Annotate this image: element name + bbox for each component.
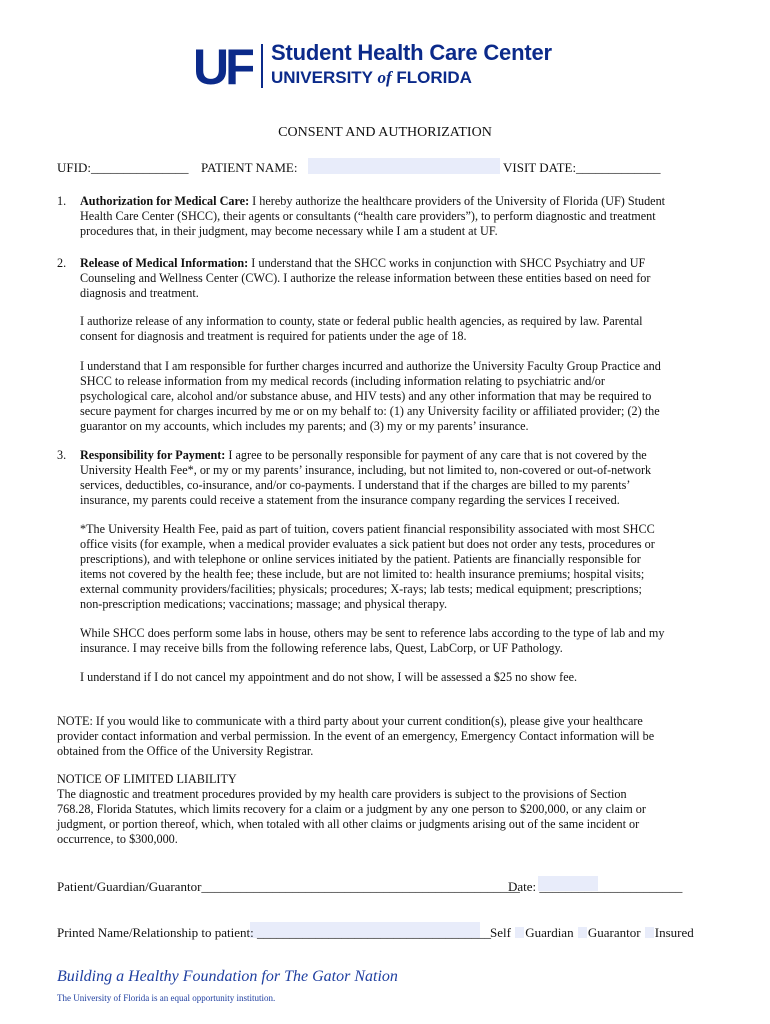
section-3-heading: Responsibility for Payment:: [80, 448, 226, 462]
visit-date-field[interactable]: VISIT DATE:_____________: [503, 160, 661, 175]
printed-name-field[interactable]: Printed Name/Relationship to patient: ____________________________________: [57, 925, 492, 940]
note-paragraph: NOTE: If you would like to communicate with a third party about your current condition(s), please give your healthcare provider contact information and verbal permission. In the event of an emergency, Emergency Contact information will be obtained from the Office of the University Registrar.: [57, 714, 655, 758]
logo-title: Student Health Care Center: [271, 40, 552, 65]
section-3: Responsibility for Payment: I agree to be personally responsible for payment of any care that is not covered by the University Health Fee*, or my or my parents’ insurance, including, but not limited to, non-covered or out-of-network services, deductibles, co-insurance, and/or co-payments. I understand that if the charges are billed to my parents’ insurance, my parents could receive a statement from the insurance company regarding the services I received.: [80, 448, 652, 507]
logo-subtitle: UNIVERSITY of FLORIDA: [271, 68, 472, 87]
option-guardian-label: Guardian: [525, 925, 574, 940]
section-3-para-4: I understand if I do not cancel my appointment and do not show, I will be assessed a $25 no show fee.: [80, 670, 578, 684]
guarantor-checkbox[interactable]: [645, 927, 654, 938]
footer-tagline: Building a Healthy Foundation for The Gator Nation: [57, 968, 398, 985]
section-3-number: 3.: [57, 448, 67, 462]
logo-divider: [261, 44, 263, 88]
liability-notice: NOTICE OF LIMITED LIABILITY The diagnostic and treatment procedures provided by my health care providers is subject to the provisions of Section 768.28, Florida Statutes, which limits recovery for a claim or a judgment by any one person to $200,000, or any claim or judgment, or portion thereof, which, when totaled with all other claims or judgments arising out of the same incident or occurrence, to $300,000.: [57, 772, 697, 847]
section-2-para-2: I authorize release of any information to county, state or federal public health agencies, as required by law. Parental consent for diagnosis and treatment is required for patients under the age of 18.: [80, 314, 643, 343]
section-1: Authorization for Medical Care: I hereby authorize the healthcare providers of the University of Florida (UF) Student Health Care Center (SHCC), their agents or consultants (“health care providers”), to perform diagnostic and treatment procedures that, in their judgment, may become necessary while I am a student at UF.: [80, 194, 666, 238]
ufid-field[interactable]: UFID:_______________: [57, 160, 189, 175]
patient-name-label: PATIENT NAME:: [201, 160, 298, 175]
option-guarantor-label: Guarantor: [587, 925, 641, 940]
patient-name-input[interactable]: [308, 158, 500, 174]
guardian-checkbox[interactable]: [578, 927, 587, 938]
footer-equal-opportunity: The University of Florida is an equal opportunity institution.: [57, 993, 276, 1003]
section-2-number: 2.: [57, 256, 67, 270]
section-3-para-3: While SHCC does perform some labs in house, others may be sent to reference labs according to the type of lab and my insurance. I may receive bills from the following reference labs, Quest, LabCorp, or UF Pathology.: [80, 626, 665, 655]
self-checkbox[interactable]: [515, 927, 524, 938]
section-1-number: 1.: [57, 194, 67, 208]
section-3-para-2: *The University Health Fee, paid as part of tuition, covers patient financial responsibility associated with most SHCC office visits (for example, when a medical provider evaluates a sick patient but does not order any tests, procedures or prescriptions), and with telephone or online services initiated by the patient. Patients are financially responsible for items not covered by the health fee; these include, but are not limited to: health insurance premiums; hospital visits; external community providers/facilities; physicals; procedures; X-rays; lab tests; medical equipment; prescriptions; non-prescription medications; vaccinations; massage; and physical therapy.: [80, 522, 655, 611]
section-2: Release of Medical Information: I understand that the SHCC works in conjunction with SHCC Psychiatry and UF Counseling and Wellness Center (CWC). I authorize the release information between these entities based on need for diagnosis and treatment.: [80, 256, 651, 300]
section-2-para-3: I understand that I am responsible for further charges incurred and authorize the University Faculty Group Practice and SHCC to release information from my medical records (including information relating to psychiatric and/or psychological care, alcohol and/or substance abuse, and HIV tests) and any other information that may be required to secure payment for charges incurred by me or on my behalf to: (1) any University facility or affiliated provider; (2) the guarantor on my accounts, which includes my parents; and (3) my or my parents’ insurance.: [80, 359, 661, 433]
liability-heading: NOTICE OF LIMITED LIABILITY: [57, 772, 237, 786]
section-1-heading: Authorization for Medical Care:: [80, 194, 250, 208]
option-insured-label: Insured: [654, 925, 694, 940]
form-title: CONSENT AND AUTHORIZATION: [278, 125, 492, 140]
signature-date-field[interactable]: Date: ______________________: [508, 879, 683, 894]
uf-logo-mark: [193, 40, 253, 90]
section-2-heading: Release of Medical Information:: [80, 256, 249, 270]
relationship-options: [490, 925, 694, 940]
svg-text:UF: UF: [193, 40, 252, 90]
signature-line[interactable]: Patient/Guardian/Guarantor_________________________________________________: [57, 879, 520, 894]
option-self-label: Self: [490, 925, 511, 940]
